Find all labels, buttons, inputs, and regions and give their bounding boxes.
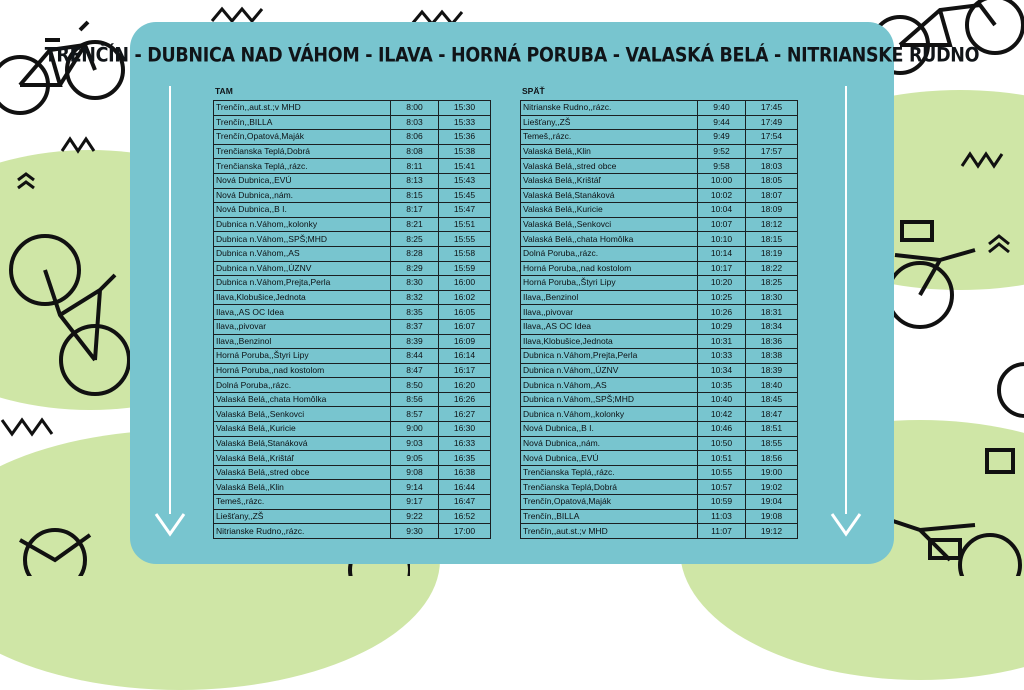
table-row [521,305,798,320]
bicycle-illustration [880,500,1024,576]
stop-name-cell: Ilava,Klobušice,Jednota [521,334,698,349]
table-row [521,188,798,203]
table-row [214,261,491,276]
down-arrow-icon [150,86,190,542]
departure-time-cell: 10:29 [698,319,746,334]
stop-name-cell: Horná Poruba,,nad kostolom [214,363,391,378]
stop-name-cell: Nitrianske Rudno,,rázc. [521,101,698,116]
departure-time-cell: 11:07 [698,524,746,539]
stop-name-cell: Horná Poruba,,nad kostolom [521,261,698,276]
stop-name-cell: Trenčianska Teplá,,rázc. [521,465,698,480]
departure-time-cell: 15:51 [439,217,491,232]
departure-time-cell: 10:02 [698,188,746,203]
departure-time-cell: 18:19 [746,246,798,261]
departure-time-cell: 18:47 [746,407,798,422]
departure-time-cell: 18:56 [746,451,798,466]
table-row [214,217,491,232]
departure-time-cell: 9:00 [391,422,439,437]
stop-name-cell: Valaská Belá,,Klin [521,144,698,159]
departure-time-cell: 16:35 [439,451,491,466]
table-row [521,144,798,159]
departure-time-cell: 8:57 [391,407,439,422]
table-row [521,101,798,116]
departure-time-cell: 10:33 [698,349,746,364]
departure-time-cell: 16:26 [439,392,491,407]
departure-time-cell: 16:07 [439,319,491,334]
departure-time-cell: 15:59 [439,261,491,276]
stop-name-cell: Valaská Belá,Stanáková [521,188,698,203]
departure-time-cell: 9:22 [391,509,439,524]
departure-time-cell: 18:45 [746,392,798,407]
departure-time-cell: 8:13 [391,173,439,188]
table-row [214,436,491,451]
zigzag-decoration [0,410,60,440]
table-row [214,115,491,130]
departure-time-cell: 15:41 [439,159,491,174]
table-row [214,130,491,145]
table-row [521,115,798,130]
table-row [214,246,491,261]
departure-time-cell: 15:45 [439,188,491,203]
departure-time-cell: 16:27 [439,407,491,422]
departure-time-cell: 15:43 [439,173,491,188]
table-row [214,305,491,320]
departure-time-cell: 19:08 [746,509,798,524]
departure-time-cell: 10:10 [698,232,746,247]
stop-name-cell: Trenčianska Teplá,Dobrá [214,144,391,159]
departure-time-cell: 10:04 [698,203,746,218]
stop-name-cell: Valaská Belá,,stred obce [521,159,698,174]
stop-name-cell: Valaská Belá,,Senkovci [521,217,698,232]
departure-time-cell: 18:40 [746,378,798,393]
stop-name-cell: Nová Dubnica,,B I. [521,422,698,437]
departure-time-cell: 17:54 [746,130,798,145]
departure-time-cell: 15:55 [439,232,491,247]
table-row [521,451,798,466]
stop-name-cell: Dubnica n.Váhom,,SPŠ;MHD [214,232,391,247]
departure-time-cell: 10:14 [698,246,746,261]
zigzag-decoration [960,150,1010,170]
departure-time-cell: 8:08 [391,144,439,159]
departure-time-cell: 8:37 [391,319,439,334]
route-title: TRENČÍN - DUBNICA NAD VÁHOM - ILAVA - HORNÁ PORUBA - VALASKÁ BELÁ - NITRIANSKE RUDNO [44,44,980,68]
table-row [214,144,491,159]
table-row [214,319,491,334]
stop-name-cell: Trenčín,,aut.st.;v MHD [214,101,391,116]
departure-time-cell: 10:20 [698,276,746,291]
departure-time-cell: 17:49 [746,115,798,130]
stop-name-cell: Trenčín,Opatová,Maják [214,130,391,145]
departure-time-cell: 19:04 [746,495,798,510]
departure-time-cell: 8:56 [391,392,439,407]
stop-name-cell: Dubnica n.Váhom,,SPŠ;MHD [521,392,698,407]
stop-name-cell: Valaská Belá,Stanáková [214,436,391,451]
departure-time-cell: 15:58 [439,246,491,261]
departure-time-cell: 9:44 [698,115,746,130]
stop-name-cell: Valaská Belá,,Krištáľ [214,451,391,466]
stop-name-cell: Nitrianske Rudno,,rázc. [214,524,391,539]
table-row [214,276,491,291]
departure-time-cell: 16:17 [439,363,491,378]
departure-time-cell: 15:33 [439,115,491,130]
departure-time-cell: 18:38 [746,349,798,364]
departure-time-cell: 10:55 [698,465,746,480]
departure-time-cell: 18:25 [746,276,798,291]
stop-name-cell: Liešťany,,ZŠ [214,509,391,524]
departure-time-cell: 18:05 [746,173,798,188]
departure-time-cell: 9:14 [391,480,439,495]
chevron-decoration [14,170,44,194]
table-row [521,392,798,407]
table-row [521,349,798,364]
departure-time-cell: 10:34 [698,363,746,378]
stop-name-cell: Valaská Belá,,Klin [214,480,391,495]
table-row [214,407,491,422]
departure-time-cell: 9:49 [698,130,746,145]
departure-time-cell: 10:46 [698,422,746,437]
stop-name-cell: Valaská Belá,,Krištáľ [521,173,698,188]
departure-time-cell: 16:30 [439,422,491,437]
departure-time-cell: 10:57 [698,480,746,495]
departure-time-cell: 8:17 [391,203,439,218]
departure-time-cell: 9:03 [391,436,439,451]
table-row [521,319,798,334]
departure-time-cell: 18:07 [746,188,798,203]
table-row [214,232,491,247]
departure-time-cell: 18:51 [746,422,798,437]
stop-name-cell: Valaská Belá,,Kuricie [521,203,698,218]
table-row [214,203,491,218]
stop-name-cell: Nová Dubnica,,nám. [521,436,698,451]
table-row [521,480,798,495]
stop-name-cell: Dubnica n.Váhom,,AS [521,378,698,393]
zigzag-decoration [60,135,100,155]
departure-time-cell: 10:59 [698,495,746,510]
departure-time-cell: 15:36 [439,130,491,145]
stop-name-cell: Trenčín,,BILLA [521,509,698,524]
table-row [521,261,798,276]
departure-time-cell: 18:15 [746,232,798,247]
bicycle-illustration [5,230,135,400]
table-row [521,509,798,524]
departure-time-cell: 8:39 [391,334,439,349]
table-row [214,290,491,305]
table-row [521,290,798,305]
table-row [214,378,491,393]
stop-name-cell: Dubnica n.Váhom,Prejta,Perla [214,276,391,291]
table-row [521,378,798,393]
departure-time-cell: 8:44 [391,349,439,364]
stop-name-cell: Nová Dubnica,,nám. [214,188,391,203]
stop-name-cell: Liešťany,,ZŠ [521,115,698,130]
departure-time-cell: 11:03 [698,509,746,524]
stop-name-cell: Dolná Poruba,,rázc. [521,246,698,261]
stop-name-cell: Trenčianska Teplá,,rázc. [214,159,391,174]
departure-time-cell: 15:30 [439,101,491,116]
stop-name-cell: Temeš,,rázc. [214,495,391,510]
departure-time-cell: 17:57 [746,144,798,159]
stop-name-cell: Ilava,,AS OC Idea [521,319,698,334]
spat-timetable [520,100,798,539]
departure-time-cell: 9:30 [391,524,439,539]
stop-name-cell: Nová Dubnica,,EVÚ [521,451,698,466]
bicycle-illustration [985,360,1024,500]
table-row [214,101,491,116]
departure-time-cell: 8:06 [391,130,439,145]
departure-time-cell: 15:47 [439,203,491,218]
departure-time-cell: 8:28 [391,246,439,261]
departure-time-cell: 16:20 [439,378,491,393]
departure-time-cell: 10:07 [698,217,746,232]
table-row [214,188,491,203]
table-row [214,334,491,349]
stop-name-cell: Dubnica n.Váhom,,ÚZNV [521,363,698,378]
departure-time-cell: 8:30 [391,276,439,291]
bicycle-illustration [0,500,110,576]
stop-name-cell: Ilava,,Benzinol [521,290,698,305]
stop-name-cell: Horná Poruba,,Štyri Lipy [214,349,391,364]
table-row [521,159,798,174]
spat-label: SPÄŤ [522,86,545,96]
departure-time-cell: 18:12 [746,217,798,232]
stop-name-cell: Trenčín,,BILLA [214,115,391,130]
departure-time-cell: 8:03 [391,115,439,130]
departure-time-cell: 18:39 [746,363,798,378]
stop-name-cell: Dubnica n.Váhom,,ÚZNV [214,261,391,276]
table-row [214,173,491,188]
departure-time-cell: 8:47 [391,363,439,378]
table-row [521,334,798,349]
departure-time-cell: 10:50 [698,436,746,451]
departure-time-cell: 9:52 [698,144,746,159]
stop-name-cell: Ilava,Klobušice,Jednota [214,290,391,305]
table-row [214,451,491,466]
departure-time-cell: 10:17 [698,261,746,276]
departure-time-cell: 10:51 [698,451,746,466]
departure-time-cell: 18:22 [746,261,798,276]
departure-time-cell: 8:29 [391,261,439,276]
departure-time-cell: 16:00 [439,276,491,291]
departure-time-cell: 16:33 [439,436,491,451]
stop-name-cell: Valaská Belá,,Senkovci [214,407,391,422]
tam-label: TAM [215,86,233,96]
table-row [521,232,798,247]
departure-time-cell: 16:14 [439,349,491,364]
table-row [521,524,798,539]
chevron-decoration [985,230,1015,254]
departure-time-cell: 9:17 [391,495,439,510]
table-row [214,363,491,378]
stop-name-cell: Dubnica n.Váhom,,AS [214,246,391,261]
table-row [521,495,798,510]
table-row [214,480,491,495]
table-row [521,130,798,145]
stop-name-cell: Ilava,,pivovar [214,319,391,334]
departure-time-cell: 10:00 [698,173,746,188]
stop-name-cell: Horná Poruba,,Štyri Lipy [521,276,698,291]
departure-time-cell: 19:00 [746,465,798,480]
stop-name-cell: Ilava,,Benzinol [214,334,391,349]
stop-name-cell: Ilava,,AS OC Idea [214,305,391,320]
table-row [521,246,798,261]
stop-name-cell: Dubnica n.Váhom,,kolonky [521,407,698,422]
departure-time-cell: 9:08 [391,465,439,480]
table-row [214,524,491,539]
departure-time-cell: 8:25 [391,232,439,247]
departure-time-cell: 8:11 [391,159,439,174]
departure-time-cell: 8:00 [391,101,439,116]
stop-name-cell: Nová Dubnica,,EVÚ [214,173,391,188]
table-row [521,276,798,291]
departure-time-cell: 10:25 [698,290,746,305]
departure-time-cell: 16:52 [439,509,491,524]
stop-name-cell: Trenčianska Teplá,Dobrá [521,480,698,495]
departure-time-cell: 10:31 [698,334,746,349]
table-row [521,407,798,422]
table-row [521,363,798,378]
stop-name-cell: Dubnica n.Váhom,,kolonky [214,217,391,232]
departure-time-cell: 18:31 [746,305,798,320]
table-row [214,422,491,437]
departure-time-cell: 19:12 [746,524,798,539]
table-row [214,349,491,364]
table-row [521,217,798,232]
departure-time-cell: 18:36 [746,334,798,349]
stop-name-cell: Valaská Belá,,chata Homôlka [214,392,391,407]
departure-time-cell: 18:09 [746,203,798,218]
departure-time-cell: 16:05 [439,305,491,320]
departure-time-cell: 8:50 [391,378,439,393]
stop-name-cell: Temeš,,rázc. [521,130,698,145]
departure-time-cell: 16:44 [439,480,491,495]
departure-time-cell: 17:45 [746,101,798,116]
table-row [521,465,798,480]
departure-time-cell: 18:34 [746,319,798,334]
departure-time-cell: 10:26 [698,305,746,320]
table-row [521,203,798,218]
departure-time-cell: 16:02 [439,290,491,305]
table-row [521,436,798,451]
departure-time-cell: 9:05 [391,451,439,466]
departure-time-cell: 8:15 [391,188,439,203]
departure-time-cell: 8:35 [391,305,439,320]
departure-time-cell: 8:21 [391,217,439,232]
stop-name-cell: Valaská Belá,,chata Homôlka [521,232,698,247]
departure-time-cell: 15:38 [439,144,491,159]
stop-name-cell: Trenčín,,aut.st.;v MHD [521,524,698,539]
stop-name-cell: Valaská Belá,,stred obce [214,465,391,480]
down-arrow-icon [826,86,866,542]
stop-name-cell: Valaská Belá,,Kuricie [214,422,391,437]
departure-time-cell: 8:32 [391,290,439,305]
table-row [214,392,491,407]
stop-name-cell: Dubnica n.Váhom,Prejta,Perla [521,349,698,364]
stop-name-cell: Dolná Poruba,,rázc. [214,378,391,393]
departure-time-cell: 19:02 [746,480,798,495]
departure-time-cell: 10:40 [698,392,746,407]
departure-time-cell: 9:40 [698,101,746,116]
stop-name-cell: Nová Dubnica,,B I. [214,203,391,218]
departure-time-cell: 17:00 [439,524,491,539]
departure-time-cell: 18:03 [746,159,798,174]
departure-time-cell: 16:38 [439,465,491,480]
table-row [521,173,798,188]
table-row [214,509,491,524]
table-row [214,495,491,510]
departure-time-cell: 10:35 [698,378,746,393]
table-row [521,422,798,437]
departure-time-cell: 10:42 [698,407,746,422]
departure-time-cell: 18:55 [746,436,798,451]
stop-name-cell: Ilava,,pivovar [521,305,698,320]
table-row [214,159,491,174]
tam-timetable [213,100,491,539]
stop-name-cell: Trenčín,Opatová,Maják [521,495,698,510]
departure-time-cell: 16:47 [439,495,491,510]
table-row [214,465,491,480]
departure-time-cell: 9:58 [698,159,746,174]
departure-time-cell: 16:09 [439,334,491,349]
departure-time-cell: 18:30 [746,290,798,305]
